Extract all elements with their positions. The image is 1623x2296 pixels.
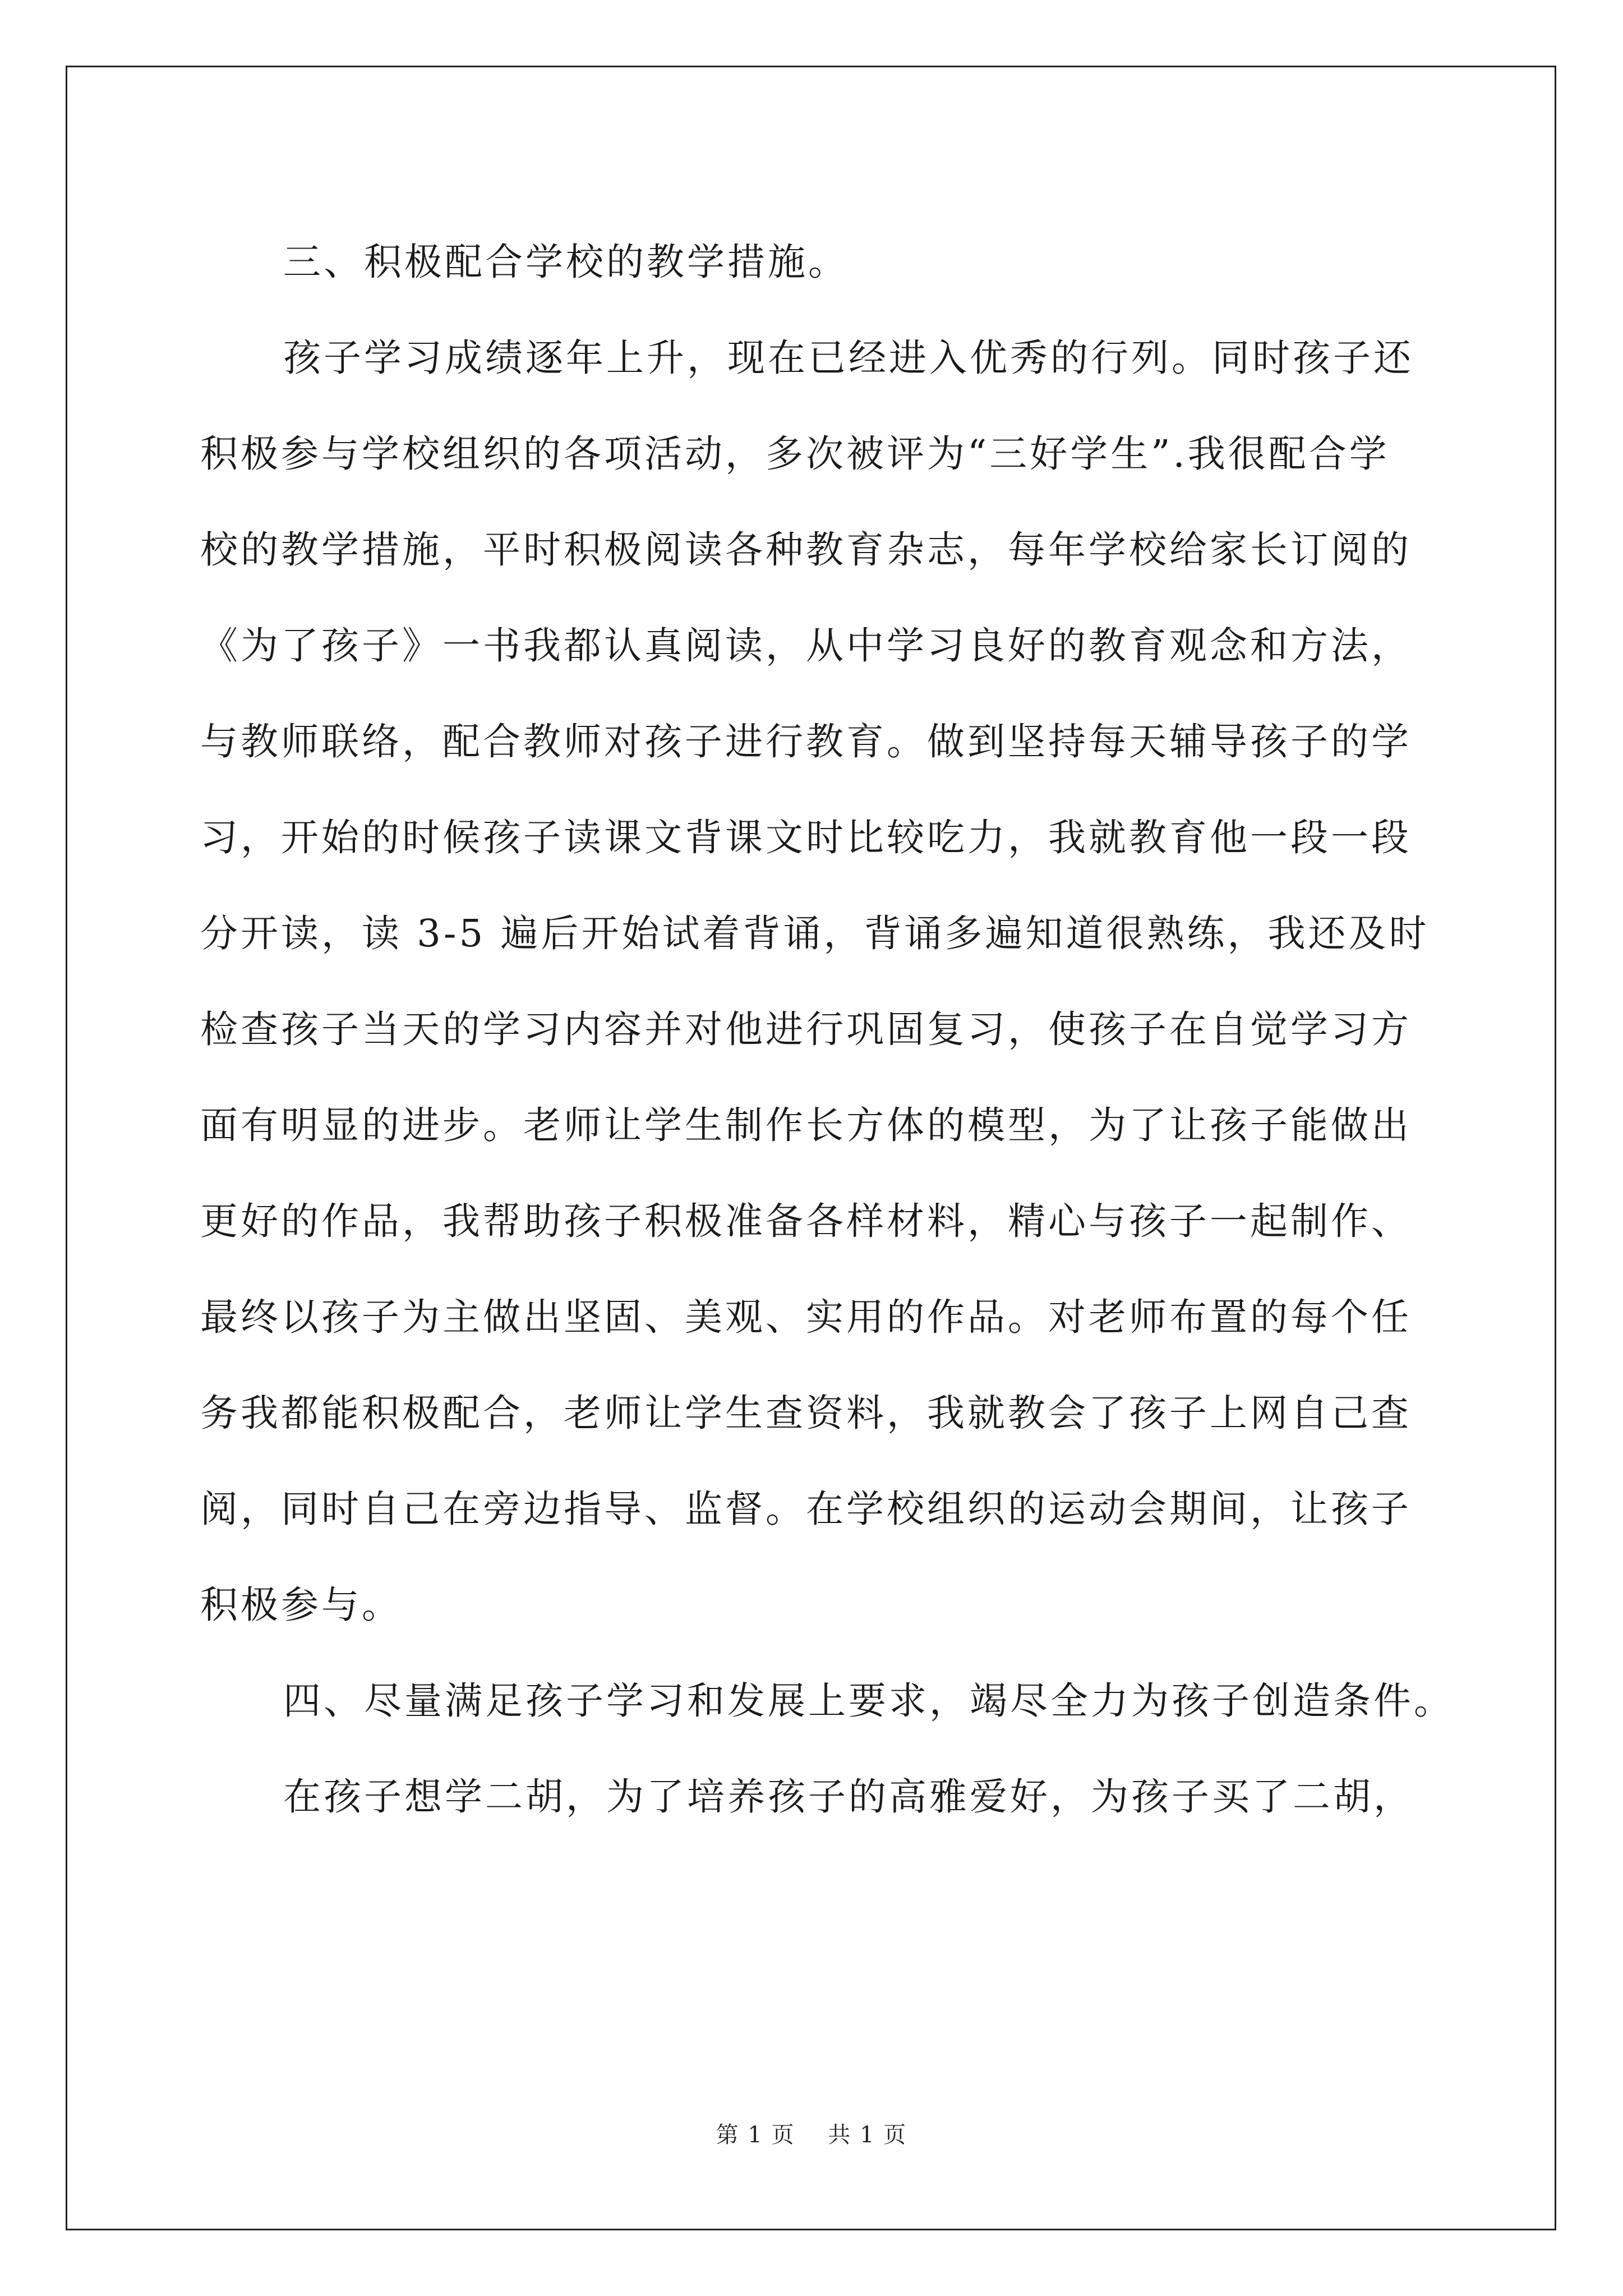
text-line: 积极参与学校组织的各项活动，多次被评为“三好学生”.我很配合学	[200, 432, 1390, 476]
text-line: 积极参与。	[200, 1583, 402, 1627]
text-line: 校的教学措施，平时积极阅读各种教育杂志，每年学校给家长订阅的	[200, 528, 1412, 572]
page-footer: 第 1 页 共 1 页	[716, 2122, 907, 2148]
text-line: 在孩子想学二胡，为了培养孩子的高雅爱好，为孩子买了二胡，	[283, 1775, 1414, 1819]
text-line: 三、积极配合学校的教学措施。	[283, 240, 849, 284]
text-line: 《为了孩子》一书我都认真阅读，从中学习良好的教育观念和方法，	[200, 624, 1412, 668]
text-line: 面有明显的进步。老师让学生制作长方体的模型，为了让孩子能做出	[200, 1103, 1412, 1147]
text-line: 与教师联络，配合教师对孩子进行教育。做到坚持每天辅导孩子的学	[200, 720, 1412, 763]
text-line: 四、尽量满足孩子学习和发展上要求，竭尽全力为孩子创造条件。	[283, 1679, 1454, 1723]
text-line: 检查孩子当天的学习内容并对他进行巩固复习，使孩子在自觉学习方	[200, 1007, 1412, 1051]
text-line: 分开读，读 3-5 遍后开始试着背诵，背诵多遍知道很熟练，我还及时	[200, 912, 1430, 955]
text-line: 务我都能积极配合，老师让学生查资料，我就教会了孩子上网自己查	[200, 1391, 1412, 1435]
text-line: 孩子学习成绩逐年上升，现在已经进入优秀的行列。同时孩子还	[283, 336, 1414, 380]
text-line: 阅，同时自己在旁边指导、监督。在学校组织的运动会期间，让孩子	[200, 1487, 1412, 1531]
text-line: 习，开始的时候孩子读课文背课文时比较吃力，我就教育他一段一段	[200, 816, 1412, 859]
text-line: 最终以孩子为主做出坚固、美观、实用的作品。对老师布置的每个任	[200, 1295, 1412, 1339]
text-line: 更好的作品，我帮助孩子积极准备各样材料，精心与孩子一起制作、	[200, 1199, 1412, 1243]
document-body	[200, 214, 1454, 1845]
